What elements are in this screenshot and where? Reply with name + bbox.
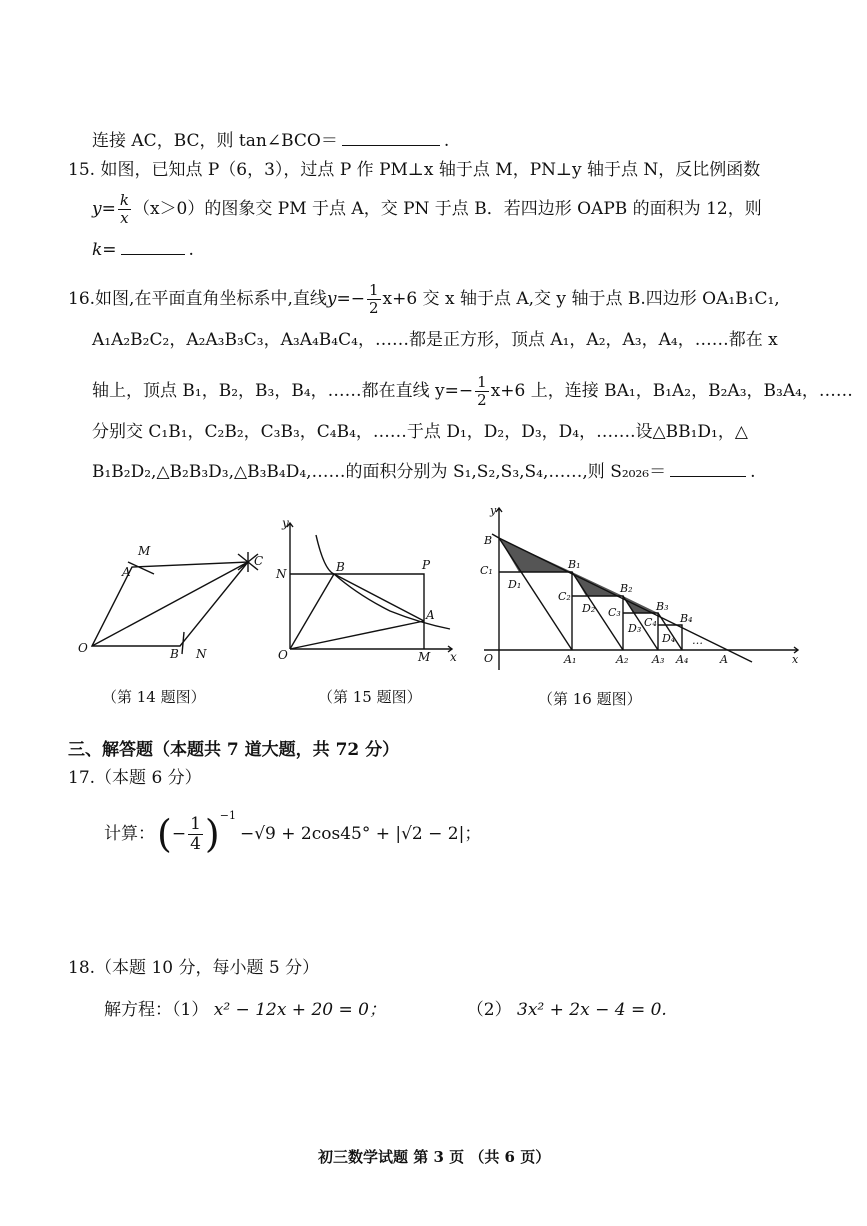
q18-prefix: 解方程：（1） <box>104 1000 209 1020</box>
fig16-label-c1: C₁ <box>480 564 493 577</box>
fig16-label-ellipsis: … <box>692 634 703 647</box>
q16-number: 16. <box>68 289 96 309</box>
q17-prefix: 计算： <box>104 823 155 844</box>
frac-num: 1 <box>190 813 201 834</box>
section-3-title: 三、解答题（本题共 7 道大题，共 72 分） <box>68 740 400 760</box>
fig15-label-a: A <box>426 608 435 622</box>
figure-14 <box>70 540 270 670</box>
fig16-label-d3: D₃ <box>628 622 642 635</box>
fig16-label-a: A <box>720 653 728 666</box>
q16-text-1a: 如图,在平面直角坐标系中,直线 <box>95 289 327 309</box>
fig16-label-a1: A₁ <box>564 653 577 666</box>
fig16-label-o: O <box>484 652 494 665</box>
q16-text-1b: x+6 交 x 轴于点 A,交 y 轴于点 B.四边形 OA₁B₁C₁, <box>382 289 780 309</box>
q16-period: . <box>750 462 756 482</box>
q14-tail-line <box>92 131 449 151</box>
fig16-label-b: B <box>484 534 493 547</box>
fig14-label-m: M <box>138 544 151 558</box>
frac-num: k <box>119 191 129 209</box>
q16-line4 <box>92 422 748 442</box>
q15-text-1: 如图，已知点 P（6，3），过点 P 作 PM⊥x 轴于点 M，PN⊥y 轴于点 N，反比例函数 <box>100 160 761 180</box>
q18-part2-label: （2） <box>466 1000 512 1020</box>
answer-blank-15[interactable] <box>121 253 185 255</box>
fig14-label-n: N <box>196 647 207 661</box>
q14-tail-text: 连接 AC，BC，则 tan∠BCO＝ <box>92 131 338 151</box>
fig15-label-p: P <box>422 558 431 572</box>
frac-num: 1 <box>368 281 379 299</box>
q15-line1 <box>68 160 760 180</box>
q16-text-4: 分别交 C₁B₁，C₂B₂，C₃B₃，C₄B₄，……于点 D₁，D₂，D₃，D₄，…….设△BB₁D₁，△ <box>92 422 748 442</box>
q15-y-eq: y= <box>92 199 116 219</box>
q16-text-3a: 轴上，顶点 B₁，B₂，B₃，B₄，……都在直线 y=− <box>92 381 474 401</box>
minus-sign: − <box>171 823 187 844</box>
q18-equation-1: x² − 12x + 20 = 0； <box>213 1000 386 1020</box>
fig16-caption: （第 16 题图） <box>538 690 642 708</box>
fig14-label-a: A <box>122 565 131 579</box>
right-paren: ) <box>204 812 220 856</box>
frac-den: x <box>120 209 129 227</box>
fig16-label-c3: C₃ <box>608 606 621 619</box>
fig16-label-y: y <box>490 504 497 517</box>
q18-equations <box>104 1000 667 1020</box>
fig16-label-c4: C₄ <box>644 616 657 629</box>
q15-period: . <box>188 240 194 260</box>
fig16-label-b2: B₂ <box>620 582 633 595</box>
fig16-label-d4: D₄ <box>662 632 676 645</box>
q18-header: 18.（本题 10 分，每小题 5 分） <box>68 958 320 978</box>
fig15-label-y: y <box>282 516 289 530</box>
answer-blank-14[interactable] <box>342 144 440 146</box>
q16-fraction-1 <box>367 283 381 316</box>
q15-number: 15. <box>68 160 96 180</box>
fig16-label-b4: B₄ <box>680 612 693 625</box>
q15-text-2: （x＞0）的图象交 PM 于点 A，交 PN 于点 B．若四边形 OAPB 的面积为 12，则 <box>132 199 762 219</box>
fig16-label-c2: C₂ <box>558 590 571 603</box>
fig14-label-b: B <box>170 647 179 661</box>
fig15-label-b: B <box>336 560 345 574</box>
fig14-label-o: O <box>78 641 88 655</box>
fig15-caption: （第 15 题图） <box>318 688 422 706</box>
q16-text-5: B₁B₂D₂,△B₂B₃D₃,△B₃B₄D₄,……的面积分别为 S₁,S₂,S₃,S₄,……,则 S₂₀₂₆＝ <box>92 462 667 482</box>
fig16-label-b1: B₁ <box>568 558 581 571</box>
q17-header: 17.（本题 6 分） <box>68 768 202 788</box>
page-footer: 初三数学试题 第 3 页 （共 6 页） <box>318 1148 551 1166</box>
q17-exponent: −1 <box>219 809 236 823</box>
fig15-label-o: O <box>278 648 288 662</box>
fig16-label-a4: A₄ <box>676 653 689 666</box>
q15-line2 <box>92 193 762 226</box>
q15-line3 <box>92 240 194 260</box>
figure-16 <box>462 500 807 675</box>
q16-line1 <box>68 283 780 316</box>
q16-text-3b: x+6 上，连接 BA₁，B₁A₂，B₂A₃，B₃A₄，…… <box>490 381 853 401</box>
frac-den: 4 <box>190 833 201 854</box>
q16-fraction-2 <box>475 375 489 408</box>
frac-num: 1 <box>477 373 487 391</box>
q16-text-2: A₁A₂B₂C₂，A₂A₃B₃C₃，A₃A₄B₄C₄，……都是正方形，顶点 A₁，A₂，A₃，A₄，……都在 x <box>92 330 778 350</box>
q16-line5 <box>92 462 756 482</box>
fig16-label-b3: B₃ <box>656 600 669 613</box>
q16-eq-a: y=− <box>326 289 365 309</box>
q17-fraction <box>188 813 203 854</box>
fig16-label-a2: A₂ <box>616 653 629 666</box>
fig16-label-d2: D₂ <box>582 602 596 615</box>
fig14-label-c: C <box>254 554 264 568</box>
q17-expression <box>104 809 482 856</box>
frac-den: 2 <box>368 299 379 317</box>
fig15-label-x: x <box>450 650 457 664</box>
q16-line3 <box>92 375 853 408</box>
frac-den: 2 <box>477 391 487 409</box>
figure-15 <box>270 515 465 665</box>
fig14-caption: （第 14 题图） <box>102 688 206 706</box>
q17-expression-tail: −√9 + 2cos45° + |√2 − 2|； <box>239 823 482 844</box>
q15-fraction <box>118 193 131 226</box>
answer-blank-16[interactable] <box>670 475 746 477</box>
fig16-label-a3: A₃ <box>652 653 665 666</box>
fig15-label-m: M <box>418 650 431 664</box>
q14-tail-period: . <box>443 131 450 151</box>
fig16-label-x: x <box>792 653 799 666</box>
q16-line2 <box>92 330 778 350</box>
fig15-label-n: N <box>276 567 287 581</box>
q18-equation-2: 3x² + 2x − 4 = 0. <box>517 1000 667 1020</box>
left-paren: ( <box>157 812 172 856</box>
q15-k-eq: k= <box>92 240 117 260</box>
fig16-label-d1: D₁ <box>508 578 522 591</box>
